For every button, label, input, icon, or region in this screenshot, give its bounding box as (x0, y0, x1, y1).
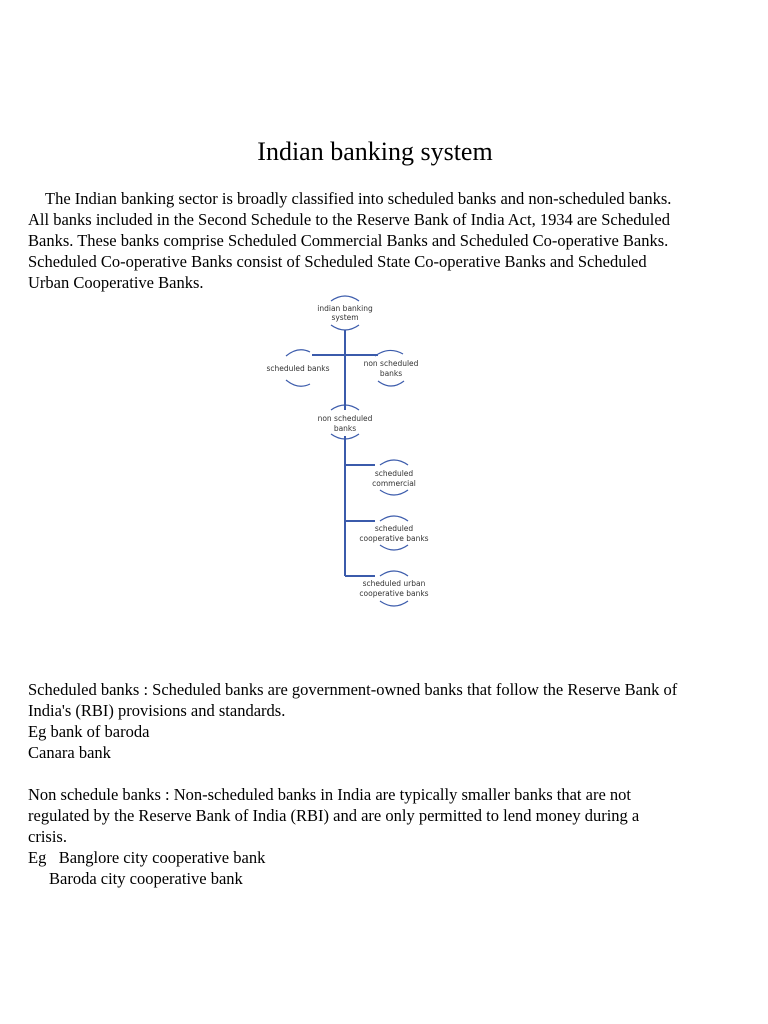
node-root-line-2: system (331, 313, 359, 322)
node-cooperative-line-1: scheduled (374, 524, 414, 533)
node-labels (266, 304, 428, 598)
scheduled-example: Canara bank (28, 743, 111, 762)
node-arcs (286, 296, 408, 606)
intro-line: Urban Cooperative Banks. (28, 273, 204, 292)
intro-line: Banks. These banks comprise Scheduled Commercial Banks and Scheduled Co-operative Banks. (28, 231, 669, 250)
node-root-line-1: indian banking (317, 304, 373, 313)
node-non-scheduled-mid-line-2: banks (333, 424, 357, 433)
scheduled-line: Scheduled banks : Scheduled banks are government-owned banks that follow the Reserve Bank of (28, 680, 678, 699)
nonscheduled-example: Baroda city cooperative bank (49, 869, 243, 888)
intro-line: Scheduled Co-operative Banks consist of Scheduled State Co-operative Banks and Scheduled (28, 252, 647, 271)
node-non-scheduled-top-line-2: banks (379, 369, 403, 378)
node-urban-line-1: scheduled urban (362, 579, 426, 588)
node-commercial-line-1: scheduled (374, 469, 414, 478)
nonscheduled-line: Non schedule banks : Non-scheduled banks in India are typically smaller banks that are not (28, 785, 631, 804)
nonscheduled-line: crisis. (28, 827, 67, 846)
nonscheduled-example: Eg Banglore city cooperative bank (28, 848, 266, 867)
node-urban-line-2: cooperative banks (359, 589, 429, 598)
node-commercial-line-2: commercial (372, 479, 416, 488)
node-scheduled-banks: scheduled banks (266, 364, 330, 373)
intro-line: The Indian banking sector is broadly classified into scheduled banks and non-scheduled banks. (45, 189, 672, 208)
scheduled-example: Eg bank of baroda (28, 722, 150, 741)
non-scheduled-banks-section (28, 784, 728, 889)
intro-line: All banks included in the Second Schedule to the Reserve Bank of India Act, 1934 are Scheduled (28, 210, 670, 229)
nonscheduled-line: regulated by the Reserve Bank of India (RBI) and are only permitted to lend money during a (28, 806, 640, 825)
node-cooperative-line-2: cooperative banks (359, 534, 429, 543)
scheduled-banks-section (28, 679, 728, 763)
document-title: Indian banking system (257, 137, 493, 166)
node-non-scheduled-mid-line-1: non scheduled (317, 414, 373, 423)
node-non-scheduled-top-line-1: non scheduled (363, 359, 419, 368)
scheduled-line: India's (RBI) provisions and standards. (28, 701, 286, 720)
